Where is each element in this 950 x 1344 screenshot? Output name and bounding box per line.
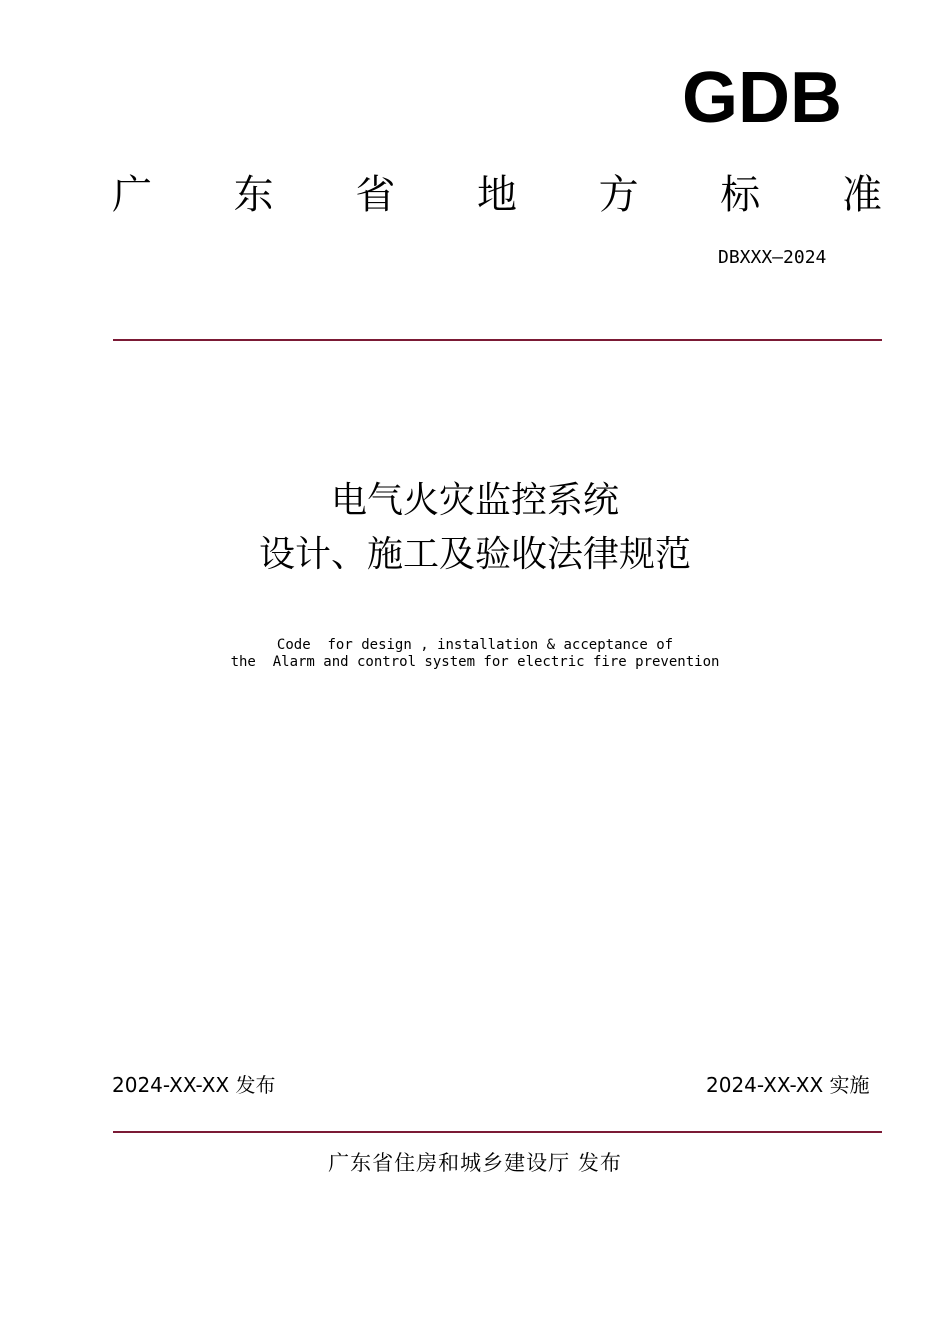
bottom-divider	[113, 1131, 882, 1133]
standard-type-heading	[112, 170, 882, 220]
english-title-line1: Code for design , installation & acceptance of	[276, 637, 674, 653]
standard-char: 东	[233, 172, 274, 218]
standard-char: 地	[476, 172, 517, 218]
document-title-line1: 电气火灾监控系统	[330, 480, 619, 521]
standard-char: 准	[841, 172, 882, 218]
implementation-date: 2024-XX-XX 实施	[706, 1073, 870, 1097]
standard-char: 方	[598, 172, 639, 218]
english-title-line2: the Alarm and control system for electric fire prevention	[230, 654, 720, 670]
standard-char: 标	[720, 172, 761, 218]
top-divider	[113, 339, 882, 341]
standard-char: 广	[112, 172, 152, 218]
publisher: 广东省住房和城乡建设厅 发布	[328, 1151, 622, 1175]
document-title-line2: 设计、施工及验收法律规范	[258, 534, 691, 575]
gdb-logo: GDB	[682, 58, 842, 138]
standard-char: 省	[355, 172, 396, 218]
standard-code: DBXXX—2024	[718, 247, 827, 268]
issue-date: 2024-XX-XX 发布	[112, 1073, 276, 1097]
